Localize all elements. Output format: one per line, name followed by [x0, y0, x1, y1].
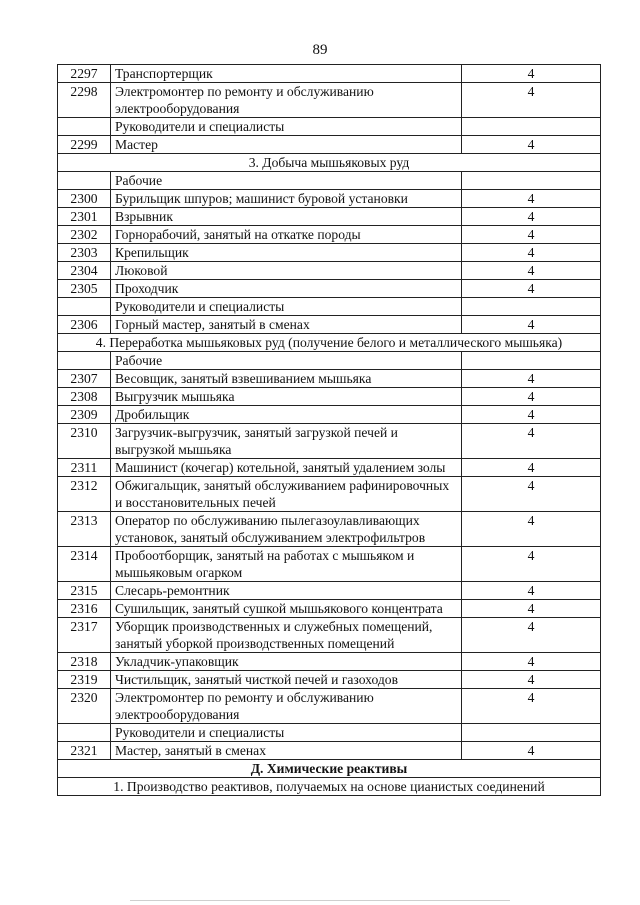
row-value: 4 [462, 600, 601, 618]
row-code: 2300 [58, 190, 111, 208]
empty-code-cell [58, 724, 111, 742]
row-code: 2316 [58, 600, 111, 618]
row-code: 2320 [58, 689, 111, 724]
table-row [58, 742, 601, 760]
row-value: 4 [462, 316, 601, 334]
empty-value-cell [462, 352, 601, 370]
group-row [58, 724, 601, 742]
row-code: 2301 [58, 208, 111, 226]
group-row [58, 118, 601, 136]
row-value: 4 [462, 65, 601, 83]
row-title: Загрузчик-выгрузчик, занятый загрузкой печей и выгрузкой мышьяка [111, 424, 462, 459]
empty-code-cell [58, 118, 111, 136]
row-code: 2317 [58, 618, 111, 653]
table-row [58, 459, 601, 477]
table-row [58, 262, 601, 280]
scan-edge-line [130, 900, 510, 901]
row-title: Укладчик-упаковщик [111, 653, 462, 671]
table-row [58, 477, 601, 512]
row-value: 4 [462, 262, 601, 280]
row-title: Уборщик производственных и служебных помещений, занятый уборкой производственных помещений [111, 618, 462, 653]
row-code: 2315 [58, 582, 111, 600]
table-row [58, 65, 601, 83]
table-row [58, 83, 601, 118]
row-code: 2297 [58, 65, 111, 83]
empty-value-cell [462, 298, 601, 316]
table-row [58, 424, 601, 459]
row-title: Дробильщик [111, 406, 462, 424]
row-code: 2313 [58, 512, 111, 547]
group-title: Руководители и специалисты [111, 298, 462, 316]
row-code: 2319 [58, 671, 111, 689]
empty-value-cell [462, 118, 601, 136]
row-value: 4 [462, 406, 601, 424]
table-row [58, 618, 601, 653]
table-row [58, 136, 601, 154]
row-title: Транспортерщик [111, 65, 462, 83]
section-title: 1. Производство реактивов, получаемых на основе цианистых соединений [58, 778, 601, 796]
row-title: Сушильщик, занятый сушкой мышьякового концентрата [111, 600, 462, 618]
page-number: 89 [312, 42, 328, 58]
row-value: 4 [462, 477, 601, 512]
row-code: 2306 [58, 316, 111, 334]
table-row [58, 671, 601, 689]
row-value: 4 [462, 83, 601, 118]
row-value: 4 [462, 136, 601, 154]
row-title: Горный мастер, занятый в сменах [111, 316, 462, 334]
row-value: 4 [462, 208, 601, 226]
row-value: 4 [462, 689, 601, 724]
row-title: Чистильщик, занятый чисткой печей и газоходов [111, 671, 462, 689]
table-row [58, 582, 601, 600]
section-row [58, 760, 601, 778]
row-code: 2304 [58, 262, 111, 280]
table-row [58, 280, 601, 298]
row-title: Обжигальщик, занятый обслуживанием рафинировочных и восстановительных печей [111, 477, 462, 512]
row-code: 2303 [58, 244, 111, 262]
table-row [58, 653, 601, 671]
row-title: Выгрузчик мышьяка [111, 388, 462, 406]
row-value: 4 [462, 370, 601, 388]
row-value: 4 [462, 424, 601, 459]
table-row [58, 226, 601, 244]
table-row [58, 600, 601, 618]
row-code: 2308 [58, 388, 111, 406]
group-row [58, 352, 601, 370]
row-code: 2305 [58, 280, 111, 298]
row-title: Слесарь-ремонтник [111, 582, 462, 600]
row-title: Машинист (кочегар) котельной, занятый удалением золы [111, 459, 462, 477]
row-value: 4 [462, 547, 601, 582]
row-title: Мастер [111, 136, 462, 154]
row-title: Мастер, занятый в сменах [111, 742, 462, 760]
row-title: Весовщик, занятый взвешиванием мышьяка [111, 370, 462, 388]
row-title: Горнорабочий, занятый на откатке породы [111, 226, 462, 244]
row-value: 4 [462, 653, 601, 671]
table-row [58, 208, 601, 226]
empty-code-cell [58, 172, 111, 190]
profession-table [57, 64, 601, 796]
group-title: Рабочие [111, 172, 462, 190]
section-title: Д. Химические реактивы [58, 760, 601, 778]
row-value: 4 [462, 671, 601, 689]
table-row [58, 316, 601, 334]
section-title: 4. Переработка мышьяковых руд (получение белого и металлического мышьяка) [58, 334, 601, 352]
section-row [58, 778, 601, 796]
row-value: 4 [462, 280, 601, 298]
empty-value-cell [462, 724, 601, 742]
row-code: 2314 [58, 547, 111, 582]
row-title: Электромонтер по ремонту и обслуживанию электрооборудования [111, 689, 462, 724]
row-title: Пробоотборщик, занятый на работах с мышьяком и мышьяковым огарком [111, 547, 462, 582]
row-value: 4 [462, 618, 601, 653]
group-title: Руководители и специалисты [111, 118, 462, 136]
table-row [58, 406, 601, 424]
row-code: 2307 [58, 370, 111, 388]
row-code: 2312 [58, 477, 111, 512]
section-row [58, 154, 601, 172]
table-row [58, 512, 601, 547]
table-row [58, 244, 601, 262]
row-title: Бурильщик шпуров; машинист буровой установки [111, 190, 462, 208]
row-title: Крепильщик [111, 244, 462, 262]
empty-value-cell [462, 172, 601, 190]
row-code: 2299 [58, 136, 111, 154]
section-row [58, 334, 601, 352]
group-title: Рабочие [111, 352, 462, 370]
row-value: 4 [462, 512, 601, 547]
table-body [58, 65, 601, 796]
row-title: Оператор по обслуживанию пылегазоулавливающих установок, занятый обслуживанием электрофильтров [111, 512, 462, 547]
table-row [58, 388, 601, 406]
row-title: Люковой [111, 262, 462, 280]
row-value: 4 [462, 459, 601, 477]
row-value: 4 [462, 742, 601, 760]
row-code: 2321 [58, 742, 111, 760]
row-value: 4 [462, 582, 601, 600]
section-title: 3. Добыча мышьяковых руд [58, 154, 601, 172]
row-value: 4 [462, 190, 601, 208]
row-code: 2318 [58, 653, 111, 671]
empty-code-cell [58, 298, 111, 316]
table-row [58, 689, 601, 724]
row-title: Электромонтер по ремонту и обслуживанию электрооборудования [111, 83, 462, 118]
row-code: 2309 [58, 406, 111, 424]
row-value: 4 [462, 226, 601, 244]
empty-code-cell [58, 352, 111, 370]
row-code: 2298 [58, 83, 111, 118]
row-code: 2302 [58, 226, 111, 244]
row-title: Проходчик [111, 280, 462, 298]
row-code: 2311 [58, 459, 111, 477]
row-value: 4 [462, 244, 601, 262]
group-title: Руководители и специалисты [111, 724, 462, 742]
table-row [58, 190, 601, 208]
row-title: Взрывник [111, 208, 462, 226]
group-row [58, 172, 601, 190]
row-code: 2310 [58, 424, 111, 459]
table-row [58, 370, 601, 388]
table-row [58, 547, 601, 582]
row-value: 4 [462, 388, 601, 406]
group-row [58, 298, 601, 316]
